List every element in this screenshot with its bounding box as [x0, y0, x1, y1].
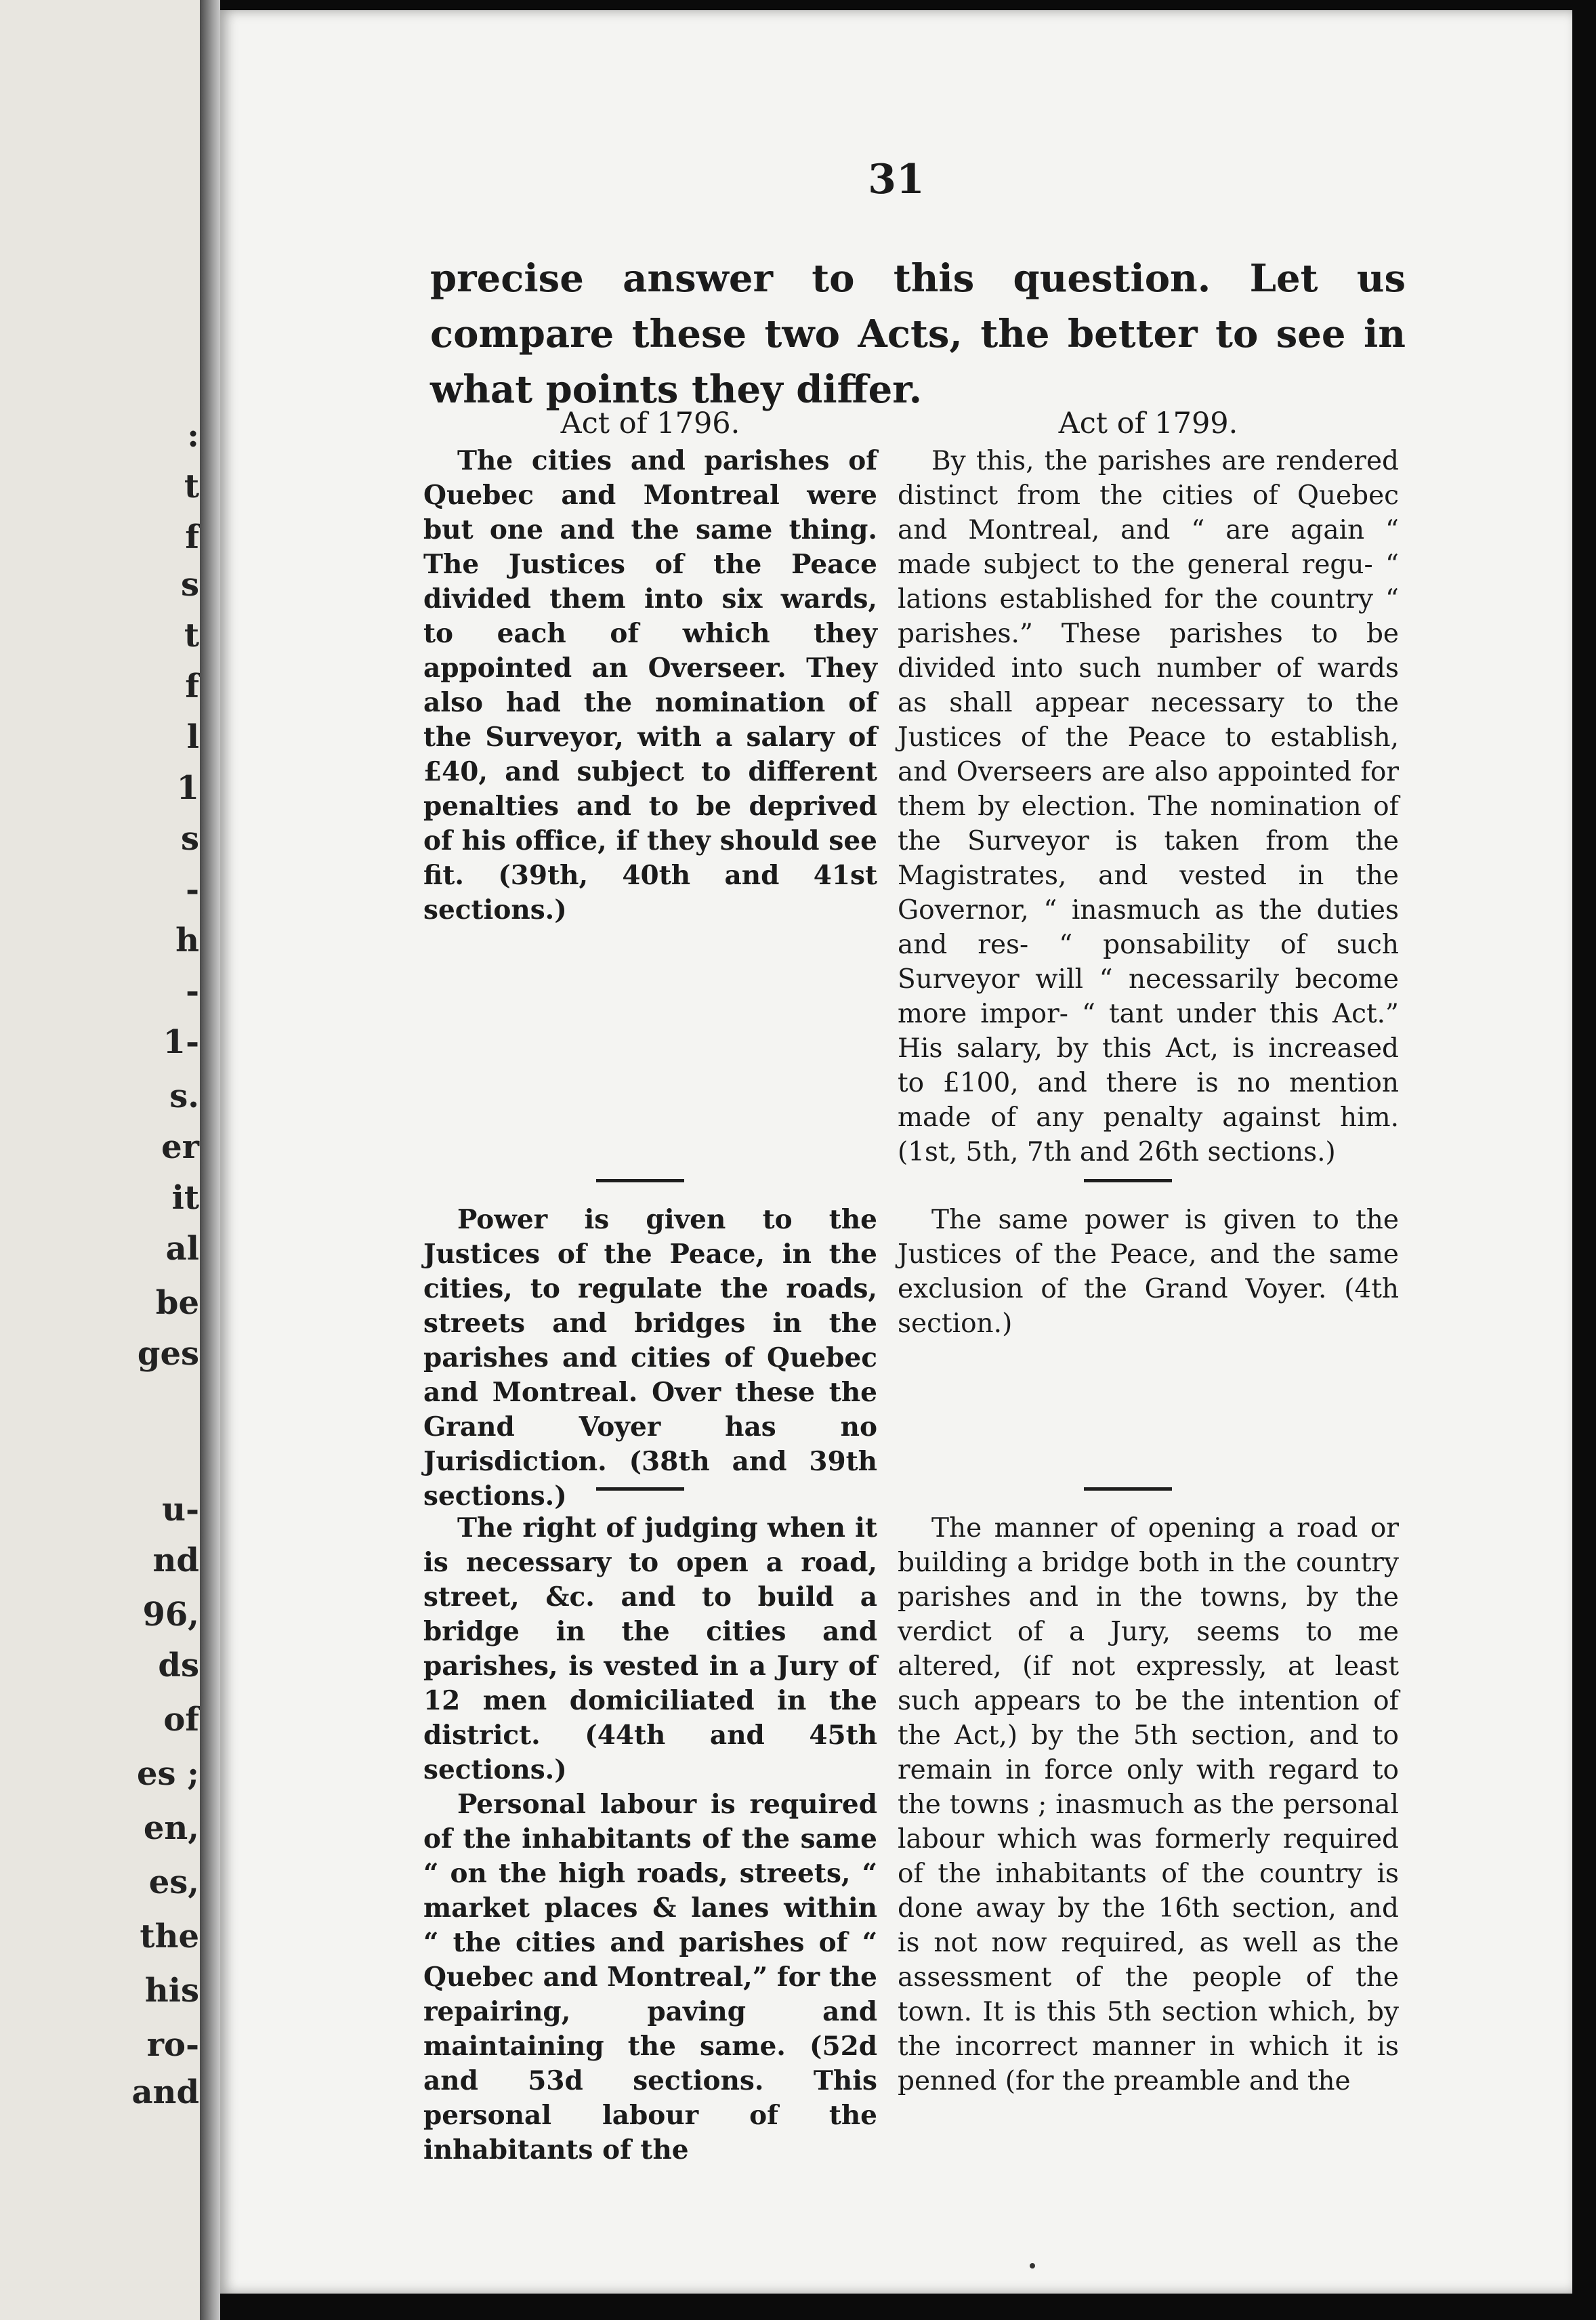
left-page-fragment: f: [185, 518, 199, 556]
left-page-fragment: 1: [176, 769, 199, 807]
right-column-block-3: [898, 1511, 1399, 2098]
left-page-fragment: es ;: [137, 1755, 199, 1793]
left-page-fragment: l: [186, 718, 199, 756]
left-column-paragraph: Personal labour is required of the inhabitants of the same “ on the high roads, streets, “ market places & lanes within “ the cities and parishes of “ Quebec and Montreal,” for the repairing, paving and maintaining the same. (52d and 53d sections. This personal labour of the inhabitants of the: [423, 1789, 877, 2166]
left-column-block-2: [423, 1203, 877, 1514]
left-page-fragment: es,: [148, 1863, 199, 1901]
left-column-heading: Act of 1796.: [560, 407, 740, 440]
left-page-fragment: s: [180, 566, 199, 604]
left-column-paragraph: The cities and parishes of Quebec and Montreal were but one and the same thing. The Justices of the Peace divided them into six wards, to each of which they appointed an Overseer. They also had the nomination of the Surveyor, with a salary of £40, and subject to different penalties and to be deprived of his office, if they should see fit. (39th, 40th and 41st sections.): [423, 445, 877, 926]
left-page-fragment: s.: [169, 1077, 199, 1115]
left-page-fragment: ges: [137, 1335, 199, 1373]
right-column-heading: Act of 1799.: [1058, 407, 1238, 440]
left-page-fragment: 96,: [142, 1596, 199, 1634]
document-page: [220, 10, 1572, 2294]
left-page-fragment: ds: [158, 1646, 199, 1684]
left-page-fragment: the: [140, 1918, 199, 1955]
left-column-paragraph: Power is given to the Justices of the Peace, in the cities, to regulate the roads, streets and bridges in the parishes and cities of Quebec and Montreal. Over these the Grand Voyer has no Jurisdiction. (38th and 39th sections.): [423, 1204, 877, 1512]
left-page-fragment: f: [185, 667, 199, 705]
left-page-fragment: al: [165, 1230, 199, 1268]
left-column-block-3: [423, 1511, 877, 2168]
right-column-paragraph: The same power is given to the Justices of the Peace, and the same exclusion of the Grand Voyer. (4th section.): [898, 1205, 1399, 1339]
left-page-fragment: t: [184, 468, 199, 505]
section-divider: [1084, 1487, 1172, 1491]
left-page-fragment: and: [131, 2073, 199, 2111]
left-page-fragment: h: [175, 921, 199, 959]
left-page-fragment: his: [144, 1972, 199, 2010]
right-column-paragraph: By this, the parishes are rendered distinct from the cities of Quebec and Montreal, and “ are again “ made subject to the general regu- “ lations established for the country “ parishes.” These parishes to be divided into such number of wards as shall appear necessary to the Justices of the Peace to establish, and Overseers are also appointed for them by election. The nomination of the Surveyor is taken from the Magistrates, and vested in the Governor, “ inasmuch as the duties and res- “ ponsability of such Surveyor will “ necessarily become more impor- “ tant under this Act.” His salary, by this Act, is increased to £100, and there is no mention made of any penalty against him. (1st, 5th, 7th and 26th sections.): [898, 446, 1399, 1167]
section-divider: [596, 1179, 684, 1182]
left-page-fragment: be: [155, 1284, 199, 1322]
left-page-fragment: 1-: [163, 1023, 199, 1061]
facing-page-left: [0, 0, 203, 2320]
left-page-fragment: t: [184, 617, 199, 655]
left-page-fragment: u-: [162, 1491, 199, 1529]
left-page-fragment: er: [161, 1128, 199, 1166]
page-number: 31: [868, 156, 925, 203]
left-column-paragraph: The right of judging when it is necessary to open a road, street, &c. and to build a bridge in the cities and parishes, is vested in a Jury of 12 men domiciliated in the district. (44th and 45th sections.): [423, 1512, 877, 1785]
book-gutter: [200, 0, 220, 2320]
section-divider: [1084, 1179, 1172, 1182]
left-page-fragment: nd: [152, 1541, 199, 1579]
left-page-fragment: of: [163, 1701, 199, 1739]
left-page-fragment: it: [171, 1179, 199, 1217]
right-column-paragraph: The manner of opening a road or building a bridge both in the country parishes and in the towns, by the verdict of a Jury, seems to me altered, (if not expressly, at least such appears to be the intention of the Act,) by the 5th section, and to remain in force only with regard to the towns ; inasmuch as the personal labour which was formerly required of the inhabitants of the country is done away by the 16th section, and is not now required, as well as the assessment of the people of the town. It is this 5th section which, by the incorrect manner in which it is penned (for the preamble and the: [898, 1513, 1399, 2096]
left-page-fragment: -: [186, 871, 199, 909]
left-page-fragment: -: [186, 972, 199, 1010]
section-divider: [596, 1487, 684, 1491]
left-column-block-1: [423, 407, 877, 928]
left-page-fragment: s: [180, 820, 199, 858]
left-page-fragment: ro-: [146, 2026, 199, 2064]
left-page-fragment: :: [187, 417, 199, 455]
left-page-fragment: en,: [143, 1809, 199, 1847]
ink-speck: [1030, 2263, 1035, 2269]
right-column-block-2: [898, 1203, 1399, 1341]
intro-paragraph: precise answer to this question. Let us compare these two Acts, the better to see in what points they differ.: [430, 256, 1406, 412]
right-column-block-1: [898, 407, 1399, 1169]
